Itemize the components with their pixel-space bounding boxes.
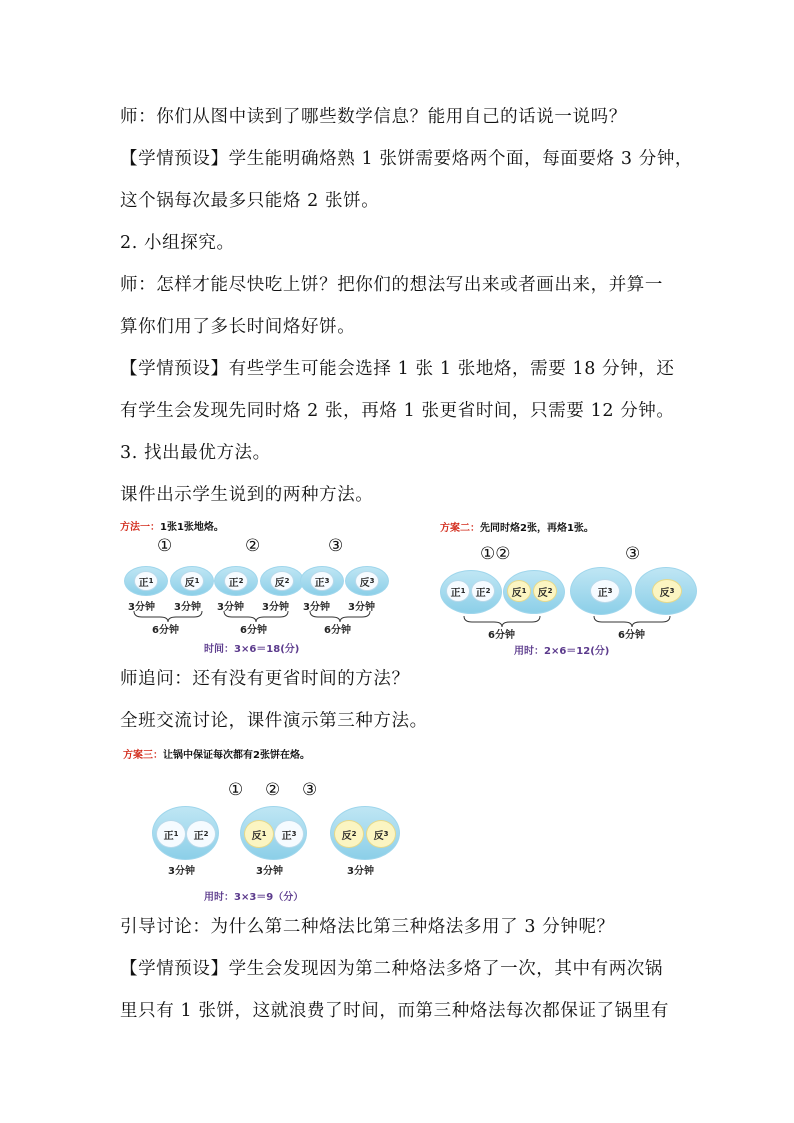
total-time-label: 用时：2×6＝12(分) (514, 646, 610, 657)
preset-3-line-2: 里只有 1 张饼，这就浪费了时间，而第三种烙法每次都保证了锅里有 (120, 1001, 669, 1021)
step-number-3: ③ (625, 544, 641, 564)
figure-2-title (440, 519, 594, 534)
figure-3-title-prefix: 方案三： (123, 750, 163, 761)
pancake-back-2: 反 2 (270, 571, 294, 591)
step-duration-label: 3分钟 (174, 602, 201, 613)
figure-2-title-text: 先同时烙2张，再烙1张。 (480, 523, 594, 534)
figure-3-title (123, 746, 310, 761)
step-3-heading: 3. 找出最优方法。 (120, 443, 271, 463)
step-duration-label: 3分钟 (347, 866, 374, 877)
teacher-question-2-line-1: 师：怎样才能尽快吃上饼？把你们的想法写出来或者画出来，并算一 (120, 275, 663, 295)
group-duration-label: 6分钟 (324, 625, 351, 636)
step-duration-label: 3分钟 (217, 602, 244, 613)
pancake-front-1: 正 1 (134, 571, 158, 591)
pancake-front-2: 正 2 (186, 820, 216, 848)
teacher-question-1: 师：你们从图中读到了哪些数学信息？能用自己的话说一说吗？ (120, 107, 627, 127)
step-duration-label: 3分钟 (128, 602, 155, 613)
figure-1-title-prefix: 方法一： (120, 522, 160, 533)
group-duration-label: 6分钟 (240, 625, 267, 636)
total-time-label: 用时：3×3＝9（分） (204, 892, 304, 903)
total-time-label: 时间：3×6＝18(分) (204, 644, 300, 655)
group-duration-label: 6分钟 (618, 630, 645, 641)
pancake-front-3: 正 3 (590, 579, 620, 603)
figure-2-title-prefix: 方案二： (440, 523, 480, 534)
preset-2-line-2: 有学生会发现先同时烙 2 张，再烙 1 张更省时间，只需要 12 分钟。 (120, 401, 675, 421)
pancake-back-2: 反 2 (533, 580, 557, 602)
pancake-back-3: 反 3 (652, 579, 682, 603)
step-number-2: ② (265, 780, 281, 800)
figure-plan-two (440, 516, 700, 658)
group-duration-label: 6分钟 (152, 625, 179, 636)
group-duration-label: 6分钟 (488, 630, 515, 641)
preset-1-line-1: 【学情预设】学生能明确烙熟 1 张饼需要烙两个面，每面要烙 3 分钟， (120, 149, 694, 169)
pancake-back-3: 反 3 (366, 820, 396, 848)
step-number-3: ③ (328, 536, 344, 556)
step-number-1: ① (228, 780, 244, 800)
pancake-back-2: 反 2 (334, 820, 364, 848)
pancake-front-1: 正 1 (156, 820, 186, 848)
step-duration-label: 3分钟 (348, 602, 375, 613)
preset-1-line-2: 这个锅每次最多只能烙 2 张饼。 (120, 191, 380, 211)
step-number-3: ③ (302, 780, 318, 800)
brace-lines (440, 614, 700, 630)
pancake-front-2: 正 2 (471, 580, 495, 602)
figure-method-one (120, 516, 420, 656)
step-duration-label: 3分钟 (256, 866, 283, 877)
preset-3-line-1: 【学情预设】学生会发现因为第二种烙法多烙了一次，其中有两次锅 (120, 959, 663, 979)
pancake-back-1: 反 1 (244, 820, 274, 848)
step-number-2: ② (245, 536, 261, 556)
pancake-front-3: 正 3 (310, 571, 334, 591)
step-number-1: ① (157, 536, 173, 556)
courseware-intro: 课件出示学生说到的两种方法。 (120, 485, 374, 505)
pancake-back-3: 反 3 (355, 571, 379, 591)
pancake-front-1: 正 1 (446, 580, 470, 602)
teacher-follow-up: 师追问：还有没有更省时间的方法？ (120, 669, 410, 689)
preset-2-line-1: 【学情预设】有些学生可能会选择 1 张 1 张地烙，需要 18 分钟，还 (120, 359, 675, 379)
step-duration-label: 3分钟 (262, 602, 289, 613)
step-duration-label: 3分钟 (168, 866, 195, 877)
class-discussion: 全班交流讨论，课件演示第三种方法。 (120, 711, 428, 731)
pancake-back-1: 反 1 (507, 580, 531, 602)
figure-3-title-text: 让锅中保证每次都有2张饼在烙。 (163, 750, 310, 761)
step-duration-label: 3分钟 (303, 602, 330, 613)
pancake-front-3: 正 3 (274, 820, 304, 848)
pancake-back-1: 反 1 (180, 571, 204, 591)
pancake-front-2: 正 2 (224, 571, 248, 591)
figure-1-title (120, 518, 224, 533)
teacher-question-2-line-2: 算你们用了多长时间烙好饼。 (120, 317, 356, 337)
step-2-heading: 2. 小组探究。 (120, 233, 235, 253)
guided-discussion: 引导讨论：为什么第二种烙法比第三种烙法多用了 3 分钟呢？ (120, 917, 615, 937)
figure-plan-three (120, 742, 420, 907)
step-numbers-1-2: ①② (480, 544, 511, 564)
figure-1-title-text: 1张1张地烙。 (160, 522, 224, 533)
